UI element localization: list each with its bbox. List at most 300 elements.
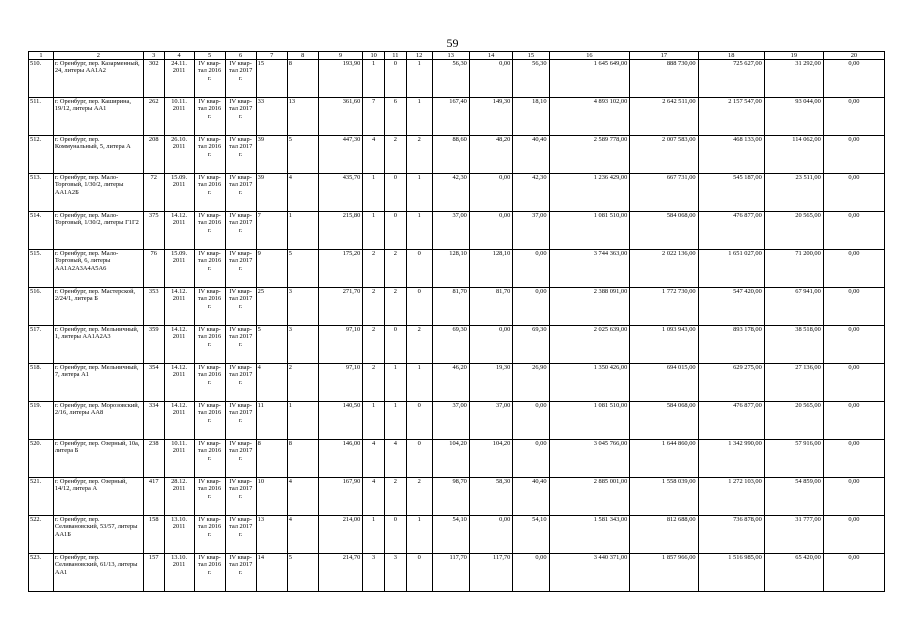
cell-c18: 1 342 990,00 xyxy=(698,440,764,478)
column-header: 11 xyxy=(385,52,407,60)
cell-c20: 0,00 xyxy=(823,326,884,364)
cell-c6: IV квар- тал 2017 г. xyxy=(225,478,256,516)
cell-c4: 15.09. 2011 xyxy=(164,174,194,212)
cell-c11: 6 xyxy=(385,98,407,136)
cell-c15: 56,30 xyxy=(513,60,549,98)
cell-c8: 4 xyxy=(287,516,318,554)
cell-c10: 4 xyxy=(363,478,385,516)
column-header: 7 xyxy=(256,52,287,60)
cell-c9: 167,90 xyxy=(318,478,363,516)
cell-c19: 31 292,00 xyxy=(764,60,823,98)
column-header: 19 xyxy=(764,52,823,60)
cell-c15: 0,00 xyxy=(513,554,549,592)
cell-c12: 2 xyxy=(406,136,432,174)
cell-c11: 0 xyxy=(385,60,407,98)
cell-c18: 893 178,00 xyxy=(698,326,764,364)
cell-c11: 4 xyxy=(385,440,407,478)
cell-c18: 468 133,00 xyxy=(698,136,764,174)
address-cell: г. Оренбург, пер. Мельничный, 7, литера А1 xyxy=(53,364,143,402)
address-cell: г. Оренбург, пер. Селивановский, 61/13, литеры АА1 xyxy=(53,554,143,592)
cell-c12: 2 xyxy=(406,326,432,364)
column-header: 1 xyxy=(29,52,54,60)
cell-c14: 0,00 xyxy=(469,60,512,98)
cell-c9: 97,10 xyxy=(318,364,363,402)
cell-c16: 3 440 371,00 xyxy=(549,554,630,592)
cell-c10: 1 xyxy=(363,516,385,554)
row-number: 511. xyxy=(29,98,54,136)
cell-c10: 2 xyxy=(363,288,385,326)
cell-c16: 3 045 766,00 xyxy=(549,440,630,478)
cell-c17: 694 015,00 xyxy=(630,364,698,402)
cell-c7: 39 xyxy=(256,174,287,212)
cell-c19: 65 420,00 xyxy=(764,554,823,592)
cell-c8: 13 xyxy=(287,98,318,136)
cell-c6: IV квар- тал 2017 г. xyxy=(225,250,256,288)
cell-c14: 0,00 xyxy=(469,174,512,212)
cell-c15: 0,00 xyxy=(513,402,549,440)
cell-c3: 72 xyxy=(143,174,164,212)
cell-c5: IV квар- тал 2016 г. xyxy=(194,98,225,136)
cell-c7: 15 xyxy=(256,60,287,98)
cell-c5: IV квар- тал 2016 г. xyxy=(194,364,225,402)
cell-c10: 1 xyxy=(363,60,385,98)
cell-c11: 1 xyxy=(385,402,407,440)
cell-c10: 2 xyxy=(363,326,385,364)
row-number: 512. xyxy=(29,136,54,174)
address-cell: г. Оренбург, пер. Мало-Торговый, 1/30/2, литеры АА1А2Б xyxy=(53,174,143,212)
cell-c20: 0,00 xyxy=(823,288,884,326)
cell-c5: IV квар- тал 2016 г. xyxy=(194,402,225,440)
cell-c10: 4 xyxy=(363,136,385,174)
cell-c3: 302 xyxy=(143,60,164,98)
cell-c16: 1 581 343,00 xyxy=(549,516,630,554)
cell-c15: 42,30 xyxy=(513,174,549,212)
address-cell: г. Оренбург, пер. Мало-Торговый, 1/30/2, литеры Г1Г2 xyxy=(53,212,143,250)
column-number-row xyxy=(29,52,885,60)
cell-c16: 2 025 639,00 xyxy=(549,326,630,364)
cell-c14: 0,00 xyxy=(469,516,512,554)
cell-c12: 0 xyxy=(406,250,432,288)
cell-c5: IV квар- тал 2016 г. xyxy=(194,250,225,288)
cell-c14: 149,30 xyxy=(469,98,512,136)
column-header: 12 xyxy=(406,52,432,60)
address-cell: г. Оренбург, пер. Мало-Торговый, 6, литеры АА1А2А3А4А5А6 xyxy=(53,250,143,288)
cell-c4: 24.11. 2011 xyxy=(164,60,194,98)
cell-c5: IV квар- тал 2016 г. xyxy=(194,440,225,478)
cell-c20: 0,00 xyxy=(823,60,884,98)
cell-c7: 13 xyxy=(256,516,287,554)
cell-c12: 1 xyxy=(406,60,432,98)
cell-c9: 193,90 xyxy=(318,60,363,98)
cell-c6: IV квар- тал 2017 г. xyxy=(225,174,256,212)
cell-c6: IV квар- тал 2017 г. xyxy=(225,98,256,136)
cell-c16: 1 081 510,00 xyxy=(549,402,630,440)
cell-c17: 667 731,00 xyxy=(630,174,698,212)
column-header: 5 xyxy=(194,52,225,60)
cell-c14: 37,00 xyxy=(469,402,512,440)
cell-c17: 2 007 583,00 xyxy=(630,136,698,174)
column-header: 9 xyxy=(318,52,363,60)
cell-c3: 76 xyxy=(143,250,164,288)
cell-c13: 69,30 xyxy=(432,326,469,364)
cell-c19: 20 565,00 xyxy=(764,212,823,250)
cell-c3: 417 xyxy=(143,478,164,516)
cell-c17: 584 068,00 xyxy=(630,212,698,250)
cell-c4: 14.12. 2011 xyxy=(164,402,194,440)
table-row xyxy=(29,554,885,592)
cell-c9: 175,20 xyxy=(318,250,363,288)
column-header: 8 xyxy=(287,52,318,60)
cell-c9: 214,70 xyxy=(318,554,363,592)
row-number: 510. xyxy=(29,60,54,98)
cell-c11: 1 xyxy=(385,364,407,402)
cell-c8: 5 xyxy=(287,250,318,288)
cell-c4: 28.12. 2011 xyxy=(164,478,194,516)
cell-c13: 37,00 xyxy=(432,402,469,440)
cell-c13: 128,10 xyxy=(432,250,469,288)
row-number: 519. xyxy=(29,402,54,440)
cell-c20: 0,00 xyxy=(823,212,884,250)
cell-c18: 629 275,00 xyxy=(698,364,764,402)
cell-c15: 54,10 xyxy=(513,516,549,554)
row-number: 518. xyxy=(29,364,54,402)
cell-c7: 7 xyxy=(256,212,287,250)
cell-c4: 13.10. 2011 xyxy=(164,554,194,592)
cell-c20: 0,00 xyxy=(823,174,884,212)
cell-c9: 140,50 xyxy=(318,402,363,440)
cell-c18: 1 651 027,00 xyxy=(698,250,764,288)
cell-c5: IV квар- тал 2016 г. xyxy=(194,516,225,554)
cell-c15: 40,40 xyxy=(513,478,549,516)
cell-c12: 1 xyxy=(406,174,432,212)
address-cell: г. Оренбург, пер. Селивановский, 53/57, литеры АА1Б xyxy=(53,516,143,554)
table-row xyxy=(29,478,885,516)
cell-c19: 27 136,00 xyxy=(764,364,823,402)
cell-c8: 1 xyxy=(287,402,318,440)
cell-c6: IV квар- тал 2017 г. xyxy=(225,326,256,364)
cell-c6: IV квар- тал 2017 г. xyxy=(225,60,256,98)
cell-c13: 98,70 xyxy=(432,478,469,516)
cell-c4: 15.09. 2011 xyxy=(164,250,194,288)
cell-c18: 547 420,00 xyxy=(698,288,764,326)
cell-c6: IV квар- тал 2017 г. xyxy=(225,440,256,478)
cell-c12: 1 xyxy=(406,98,432,136)
cell-c15: 0,00 xyxy=(513,250,549,288)
column-header: 20 xyxy=(823,52,884,60)
cell-c7: 14 xyxy=(256,554,287,592)
cell-c19: 23 511,00 xyxy=(764,174,823,212)
cell-c15: 69,30 xyxy=(513,326,549,364)
table-row xyxy=(29,212,885,250)
cell-c3: 157 xyxy=(143,554,164,592)
cell-c16: 1 236 429,00 xyxy=(549,174,630,212)
cell-c15: 26,90 xyxy=(513,364,549,402)
cell-c11: 0 xyxy=(385,516,407,554)
cell-c9: 146,00 xyxy=(318,440,363,478)
cell-c16: 1 350 426,00 xyxy=(549,364,630,402)
cell-c13: 42,30 xyxy=(432,174,469,212)
cell-c7: 33 xyxy=(256,98,287,136)
page-number: 59 xyxy=(446,36,459,50)
cell-c13: 37,00 xyxy=(432,212,469,250)
cell-c16: 2 388 091,00 xyxy=(549,288,630,326)
cell-c7: 5 xyxy=(256,326,287,364)
cell-c3: 262 xyxy=(143,98,164,136)
cell-c19: 93 044,00 xyxy=(764,98,823,136)
cell-c18: 1 272 103,00 xyxy=(698,478,764,516)
address-cell: г. Оренбург, пер. Озерный, 10а, литера Б xyxy=(53,440,143,478)
cell-c17: 1 772 730,00 xyxy=(630,288,698,326)
cell-c14: 117,70 xyxy=(469,554,512,592)
cell-c14: 0,00 xyxy=(469,326,512,364)
cell-c10: 4 xyxy=(363,440,385,478)
cell-c20: 0,00 xyxy=(823,440,884,478)
cell-c20: 0,00 xyxy=(823,98,884,136)
cell-c11: 2 xyxy=(385,250,407,288)
cell-c7: 4 xyxy=(256,364,287,402)
cell-c11: 3 xyxy=(385,554,407,592)
cell-c13: 104,20 xyxy=(432,440,469,478)
cell-c20: 0,00 xyxy=(823,136,884,174)
row-number: 514. xyxy=(29,212,54,250)
cell-c5: IV квар- тал 2016 г. xyxy=(194,136,225,174)
cell-c5: IV квар- тал 2016 г. xyxy=(194,212,225,250)
cell-c3: 354 xyxy=(143,364,164,402)
cell-c15: 18,10 xyxy=(513,98,549,136)
cell-c17: 584 068,00 xyxy=(630,402,698,440)
cell-c7: 8 xyxy=(256,440,287,478)
cell-c15: 37,00 xyxy=(513,212,549,250)
cell-c8: 8 xyxy=(287,440,318,478)
cell-c5: IV квар- тал 2016 г. xyxy=(194,478,225,516)
cell-c12: 1 xyxy=(406,212,432,250)
cell-c16: 3 744 363,00 xyxy=(549,250,630,288)
cell-c8: 5 xyxy=(287,136,318,174)
cell-c8: 3 xyxy=(287,288,318,326)
column-header: 3 xyxy=(143,52,164,60)
cell-c17: 1 644 860,00 xyxy=(630,440,698,478)
cell-c4: 26.10. 2011 xyxy=(164,136,194,174)
cell-c9: 435,70 xyxy=(318,174,363,212)
table-row xyxy=(29,516,885,554)
cell-c10: 1 xyxy=(363,402,385,440)
cell-c17: 1 857 966,00 xyxy=(630,554,698,592)
cell-c16: 2 589 778,00 xyxy=(549,136,630,174)
column-header: 18 xyxy=(698,52,764,60)
cell-c16: 4 893 102,00 xyxy=(549,98,630,136)
cell-c6: IV квар- тал 2017 г. xyxy=(225,212,256,250)
cell-c11: 2 xyxy=(385,136,407,174)
table-row xyxy=(29,60,885,98)
column-header: 2 xyxy=(53,52,143,60)
cell-c13: 81,70 xyxy=(432,288,469,326)
cell-c3: 238 xyxy=(143,440,164,478)
column-header: 13 xyxy=(432,52,469,60)
cell-c18: 736 878,00 xyxy=(698,516,764,554)
cell-c20: 0,00 xyxy=(823,554,884,592)
cell-c12: 0 xyxy=(406,402,432,440)
cell-c12: 1 xyxy=(406,516,432,554)
cell-c20: 0,00 xyxy=(823,516,884,554)
cell-c9: 447,30 xyxy=(318,136,363,174)
cell-c8: 5 xyxy=(287,554,318,592)
cell-c5: IV квар- тал 2016 г. xyxy=(194,60,225,98)
cell-c9: 214,00 xyxy=(318,516,363,554)
cell-c13: 117,70 xyxy=(432,554,469,592)
cell-c3: 353 xyxy=(143,288,164,326)
cell-c4: 10.11. 2011 xyxy=(164,98,194,136)
cell-c12: 2 xyxy=(406,478,432,516)
row-number: 522. xyxy=(29,516,54,554)
cell-c17: 2 642 511,00 xyxy=(630,98,698,136)
cell-c19: 114 062,00 xyxy=(764,136,823,174)
cell-c6: IV квар- тал 2017 г. xyxy=(225,516,256,554)
address-cell: г. Оренбург, пер. Каширина, 19/12, литеры АА1 xyxy=(53,98,143,136)
housing-program-table xyxy=(28,51,885,592)
cell-c8: 4 xyxy=(287,478,318,516)
cell-c11: 2 xyxy=(385,288,407,326)
address-cell: г. Оренбург, пер. Морозовский, 2/16, литеры АА8 xyxy=(53,402,143,440)
cell-c10: 3 xyxy=(363,554,385,592)
table-row xyxy=(29,136,885,174)
cell-c13: 88,60 xyxy=(432,136,469,174)
cell-c17: 1 558 039,00 xyxy=(630,478,698,516)
cell-c6: IV квар- тал 2017 г. xyxy=(225,364,256,402)
table-row xyxy=(29,288,885,326)
table-row xyxy=(29,250,885,288)
cell-c19: 57 916,00 xyxy=(764,440,823,478)
table-row xyxy=(29,440,885,478)
cell-c11: 0 xyxy=(385,212,407,250)
cell-c4: 13.10. 2011 xyxy=(164,516,194,554)
cell-c14: 58,30 xyxy=(469,478,512,516)
row-number: 521. xyxy=(29,478,54,516)
cell-c9: 215,80 xyxy=(318,212,363,250)
cell-c15: 40,40 xyxy=(513,136,549,174)
cell-c13: 46,20 xyxy=(432,364,469,402)
row-number: 517. xyxy=(29,326,54,364)
cell-c19: 54 859,00 xyxy=(764,478,823,516)
cell-c19: 67 941,00 xyxy=(764,288,823,326)
table-row xyxy=(29,98,885,136)
cell-c17: 812 688,00 xyxy=(630,516,698,554)
cell-c8: 1 xyxy=(287,212,318,250)
cell-c18: 725 627,00 xyxy=(698,60,764,98)
column-header: 17 xyxy=(630,52,698,60)
cell-c11: 0 xyxy=(385,326,407,364)
column-header: 15 xyxy=(513,52,549,60)
cell-c18: 1 516 985,00 xyxy=(698,554,764,592)
table-row xyxy=(29,402,885,440)
address-cell: г. Оренбург, пер. Мастерской, 2/24/1, литера Б xyxy=(53,288,143,326)
cell-c14: 104,20 xyxy=(469,440,512,478)
cell-c10: 1 xyxy=(363,212,385,250)
cell-c7: 39 xyxy=(256,136,287,174)
cell-c12: 0 xyxy=(406,554,432,592)
row-number: 520. xyxy=(29,440,54,478)
cell-c3: 375 xyxy=(143,212,164,250)
cell-c19: 20 565,00 xyxy=(764,402,823,440)
cell-c15: 0,00 xyxy=(513,288,549,326)
cell-c19: 38 518,00 xyxy=(764,326,823,364)
table-row xyxy=(29,326,885,364)
column-header: 16 xyxy=(549,52,630,60)
cell-c17: 2 022 136,00 xyxy=(630,250,698,288)
cell-c7: 11 xyxy=(256,402,287,440)
cell-c17: 1 093 943,00 xyxy=(630,326,698,364)
row-number: 513. xyxy=(29,174,54,212)
cell-c16: 1 645 649,00 xyxy=(549,60,630,98)
cell-c3: 359 xyxy=(143,326,164,364)
address-cell: г. Оренбург, пер. Мельничный, 1, литеры АА1А2А3 xyxy=(53,326,143,364)
cell-c3: 334 xyxy=(143,402,164,440)
cell-c14: 0,00 xyxy=(469,212,512,250)
cell-c19: 31 777,00 xyxy=(764,516,823,554)
cell-c16: 1 081 510,00 xyxy=(549,212,630,250)
cell-c12: 0 xyxy=(406,288,432,326)
cell-c12: 0 xyxy=(406,440,432,478)
cell-c13: 167,40 xyxy=(432,98,469,136)
cell-c14: 81,70 xyxy=(469,288,512,326)
cell-c6: IV квар- тал 2017 г. xyxy=(225,136,256,174)
cell-c4: 14.12. 2011 xyxy=(164,326,194,364)
cell-c18: 476 877,00 xyxy=(698,212,764,250)
cell-c13: 54,10 xyxy=(432,516,469,554)
cell-c6: IV квар- тал 2017 г. xyxy=(225,402,256,440)
cell-c14: 48,20 xyxy=(469,136,512,174)
column-header: 6 xyxy=(225,52,256,60)
cell-c8: 8 xyxy=(287,60,318,98)
cell-c7: 10 xyxy=(256,478,287,516)
cell-c10: 2 xyxy=(363,250,385,288)
address-cell: г. Оренбург, пер. Коммунальный, 5, литера А xyxy=(53,136,143,174)
cell-c8: 4 xyxy=(287,174,318,212)
cell-c5: IV квар- тал 2016 г. xyxy=(194,326,225,364)
column-header: 10 xyxy=(363,52,385,60)
cell-c4: 14.12. 2011 xyxy=(164,212,194,250)
cell-c6: IV квар- тал 2017 г. xyxy=(225,288,256,326)
cell-c8: 2 xyxy=(287,364,318,402)
cell-c12: 1 xyxy=(406,364,432,402)
cell-c13: 56,30 xyxy=(432,60,469,98)
cell-c4: 14.12. 2011 xyxy=(164,364,194,402)
row-number: 515. xyxy=(29,250,54,288)
column-header: 4 xyxy=(164,52,194,60)
cell-c17: 888 730,00 xyxy=(630,60,698,98)
cell-c4: 14.12. 2011 xyxy=(164,288,194,326)
table-row xyxy=(29,364,885,402)
cell-c3: 158 xyxy=(143,516,164,554)
cell-c11: 0 xyxy=(385,174,407,212)
cell-c14: 19,30 xyxy=(469,364,512,402)
table-row xyxy=(29,174,885,212)
cell-c20: 0,00 xyxy=(823,478,884,516)
cell-c8: 3 xyxy=(287,326,318,364)
cell-c14: 128,10 xyxy=(469,250,512,288)
cell-c20: 0,00 xyxy=(823,402,884,440)
row-number: 523. xyxy=(29,554,54,592)
cell-c10: 2 xyxy=(363,364,385,402)
cell-c6: IV квар- тал 2017 г. xyxy=(225,554,256,592)
cell-c18: 2 157 547,00 xyxy=(698,98,764,136)
address-cell: г. Оренбург, пер. Казарменный, 24, литеры АА1А2 xyxy=(53,60,143,98)
cell-c4: 10.11. 2011 xyxy=(164,440,194,478)
column-header: 14 xyxy=(469,52,512,60)
cell-c9: 361,60 xyxy=(318,98,363,136)
cell-c18: 476 877,00 xyxy=(698,402,764,440)
cell-c11: 2 xyxy=(385,478,407,516)
address-cell: г. Оренбург, пер. Озерный, 14/12, литера А xyxy=(53,478,143,516)
